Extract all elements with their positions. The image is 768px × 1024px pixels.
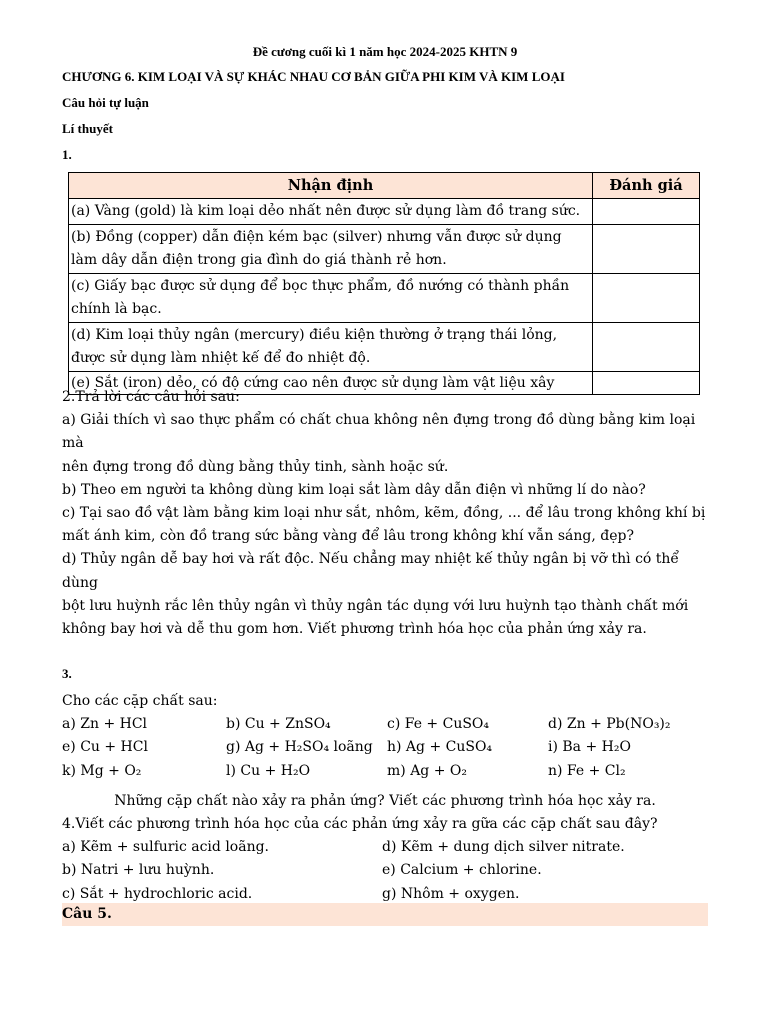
statement-cell: (e) Sắt (iron) dẻo, có độ cứng cao nên được sử dụng làm vật liệu xây — [69, 372, 593, 395]
question-2a-line: nên đựng trong đồ dùng bằng thủy tinh, sành hoặc sứ. — [62, 458, 449, 475]
question-4-item: g) Nhôm + oxygen. — [382, 885, 520, 902]
question-2d-line: d) Thủy ngân dễ bay hơi và rất độc. Nếu chẳng may nhiệt kế thủy ngân bị vỡ thì có thể dùng — [62, 551, 680, 591]
question-3-number: 3. — [62, 666, 72, 681]
subsection-heading: Lí thuyết — [62, 121, 113, 136]
reactant-pair: a) Zn + HCl — [62, 716, 148, 733]
section-heading: Câu hỏi tự luận — [62, 95, 149, 110]
statement-cell: (d) Kim loại thủy ngân (mercury) điều kiện thường ở trạng thái lỏng, được sử dụng làm nhiệt kế để đo nhiệt độ. — [69, 323, 593, 372]
question-4-intro: 4.Viết các phương trình hóa học của các phản ứng xảy ra gữa các cặp chất sau đây? — [62, 816, 658, 832]
question-2d-line: không bay hơi và dễ thu gom hơn. Viết phương trình hóa học của phản ứng xảy ra. — [62, 621, 647, 638]
reactant-pair: m) Ag + O₂ — [387, 762, 467, 779]
table-row — [69, 199, 700, 225]
reactant-pair: d) Zn + Pb(NO₃)₂ — [548, 716, 671, 733]
table-header-evaluation: Đánh giá — [593, 173, 700, 199]
statement-cell: (b) Đồng (copper) dẫn điện kém bạc (silver) nhưng vẫn được sử dụng làm dây dẫn điện trong gia đình do giá thành rẻ hơn. — [69, 225, 593, 274]
question-2 — [62, 386, 708, 641]
reactant-pair: h) Ag + CuSO₄ — [387, 739, 493, 756]
table-row — [69, 323, 700, 372]
document-title: Đề cương cuối kì 1 năm học 2024-2025 KHTN 9 — [252, 44, 518, 59]
question-2-intro: 2.Trả lời các câu hỏi sau: — [62, 389, 240, 405]
question-3-prompt: Những cặp chất nào xảy ra phản ứng? Viết các phương trình hóa học xảy ra. — [114, 792, 656, 809]
question-4-item: e) Calcium + chlorine. — [382, 862, 542, 879]
table-header-statement: Nhận định — [69, 173, 593, 199]
question-3-intro: Cho các cặp chất sau: — [62, 693, 218, 709]
reactant-pair: g) Ag + H₂SO₄ loãng — [226, 739, 373, 756]
reactant-pair: k) Mg + O₂ — [62, 762, 142, 779]
question-4-item: c) Sắt + hydrochloric acid. — [62, 885, 253, 902]
table-row — [69, 274, 700, 323]
table-row — [69, 225, 700, 274]
question-2c-line: mất ánh kim, còn đồ trang sức bằng vàng để lâu trong không khí vẫn sáng, đẹp? — [62, 528, 634, 545]
statement-cell: (a) Vàng (gold) là kim loại dẻo nhất nên được sử dụng làm đồ trang sức. — [69, 199, 593, 225]
statements-table — [68, 172, 700, 395]
statement-cell: (c) Giấy bạc được sử dụng để bọc thực phẩm, đồ nướng có thành phần chính là bạc. — [69, 274, 593, 323]
reactant-pairs-grid — [62, 713, 708, 783]
evaluation-cell[interactable] — [593, 323, 700, 372]
reactant-pair: b) Cu + ZnSO₄ — [226, 716, 331, 733]
evaluation-cell[interactable] — [593, 274, 700, 323]
reactant-pair: e) Cu + HCl — [62, 739, 148, 756]
question-5-heading: Câu 5. — [62, 903, 708, 926]
question-1-number: 1. — [62, 147, 72, 162]
chapter-heading: CHƯƠNG 6. KIM LOẠI VÀ SỰ KHÁC NHAU CƠ BẢN GIỮA PHI KIM VÀ KIM LOẠI — [62, 69, 565, 84]
question-4-item: d) Kẽm + dung dịch silver nitrate. — [382, 839, 625, 856]
reactant-pair: i) Ba + H₂O — [548, 739, 631, 756]
question-4 — [62, 813, 708, 906]
question-4-item: b) Natri + lưu huỳnh. — [62, 862, 215, 879]
table-header-row — [69, 173, 700, 199]
reactant-pair: l) Cu + H₂O — [226, 762, 311, 779]
evaluation-cell[interactable] — [593, 225, 700, 274]
question-2a-line: a) Giải thích vì sao thực phẩm có chất chua không nên đựng trong đồ dùng bằng kim loại mà — [62, 412, 696, 452]
question-2d-line: bột lưu huỳnh rắc lên thủy ngân vì thủy ngân tác dụng với lưu huỳnh tạo thành chất mới — [62, 597, 689, 614]
document-page — [62, 40, 708, 165]
evaluation-cell[interactable] — [593, 199, 700, 225]
reactant-pair: n) Fe + Cl₂ — [548, 762, 626, 779]
question-2b-line: b) Theo em người ta không dùng kim loại sắt làm dây dẫn điện vì những lí do nào? — [62, 481, 646, 498]
question-3 — [62, 664, 708, 813]
question-4-item: a) Kẽm + sulfuric acid loãng. — [62, 839, 270, 856]
question-4-items — [62, 836, 708, 906]
reactant-pair: c) Fe + CuSO₄ — [387, 716, 490, 733]
question-2c-line: c) Tại sao đồ vật làm bằng kim loại như sắt, nhôm, kẽm, đồng, ... để lâu trong không khí bị — [62, 505, 706, 522]
